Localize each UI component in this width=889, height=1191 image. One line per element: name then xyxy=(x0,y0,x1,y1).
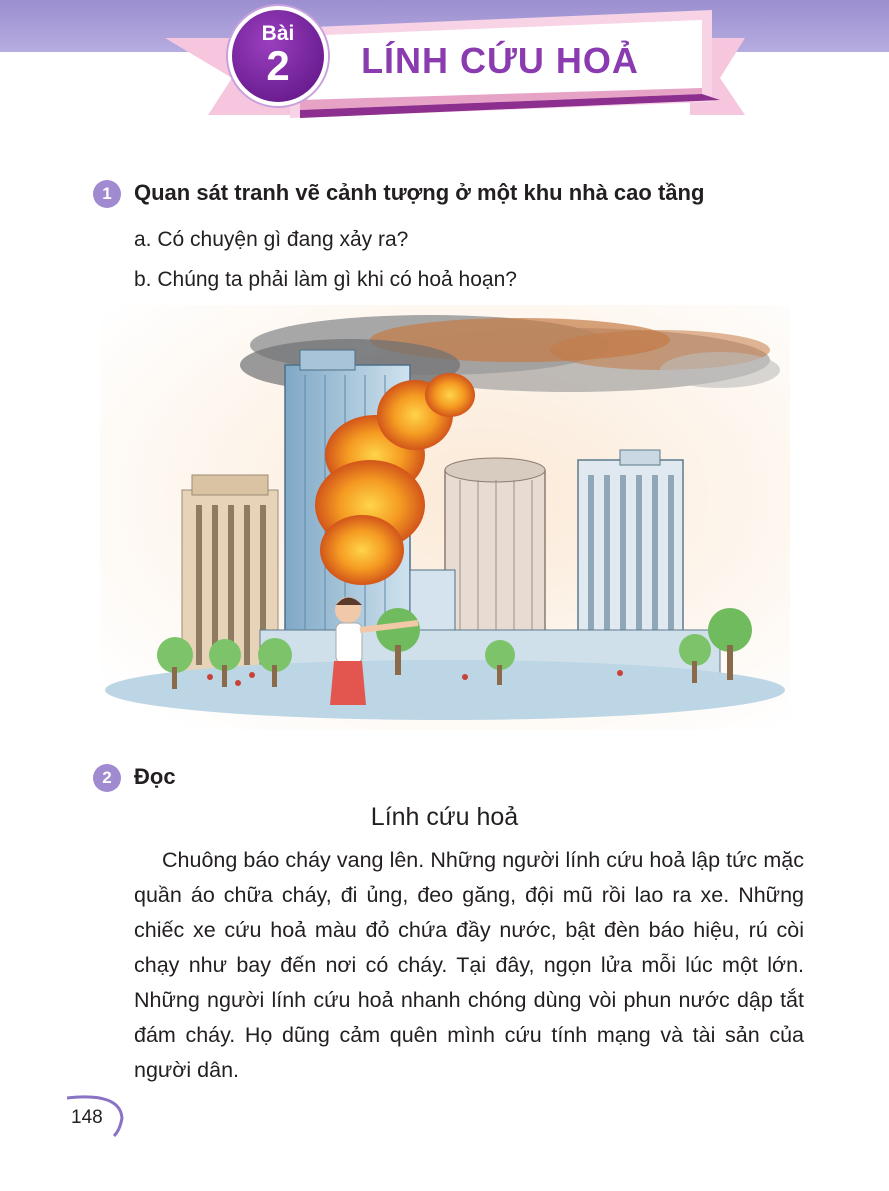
lesson-number: 2 xyxy=(266,42,290,89)
activity-1-badge: 1 xyxy=(93,180,121,208)
ground xyxy=(105,660,785,720)
activity-2-heading: Đọc xyxy=(134,764,176,789)
lesson-title: LÍNH CỨU HOẢ xyxy=(361,40,639,81)
story-title: Lính cứu hoả xyxy=(370,803,519,831)
question-a: a. Có chuyện gì đang xảy ra? xyxy=(134,228,409,251)
fire-illustration xyxy=(100,305,790,730)
lesson-word: Bài xyxy=(261,22,295,45)
story-text: Chuông báo cháy vang lên. Những người lính cứu hoả lập tức mặc quần áo chữa cháy, đi ủng, đeo găng, đội mũ rồi lao ra xe. Những chiếc xe cứu hoả màu đỏ chứa đầy nước, bật đèn báo hiệu, rú còi chạy như bay đến nơi có cháy. Tại đây, ngọn lửa mỗi lúc một lớn. Những người lính cứu hoả nhanh chóng dùng vòi phun nước dập tắt đám cháy. Họ dũng cảm quên mình cứu tính mạng và tài sản của người dân. xyxy=(134,848,804,1082)
lesson-badge xyxy=(228,6,328,106)
page-number: 148 xyxy=(71,1107,103,1128)
activity-2-badge: 2 xyxy=(93,764,121,792)
activity-1-heading: Quan sát tranh vẽ cảnh tượng ở một khu nhà cao tầng xyxy=(134,180,705,205)
question-b: b. Chúng ta phải làm gì khi có hoả hoạn? xyxy=(134,268,517,291)
